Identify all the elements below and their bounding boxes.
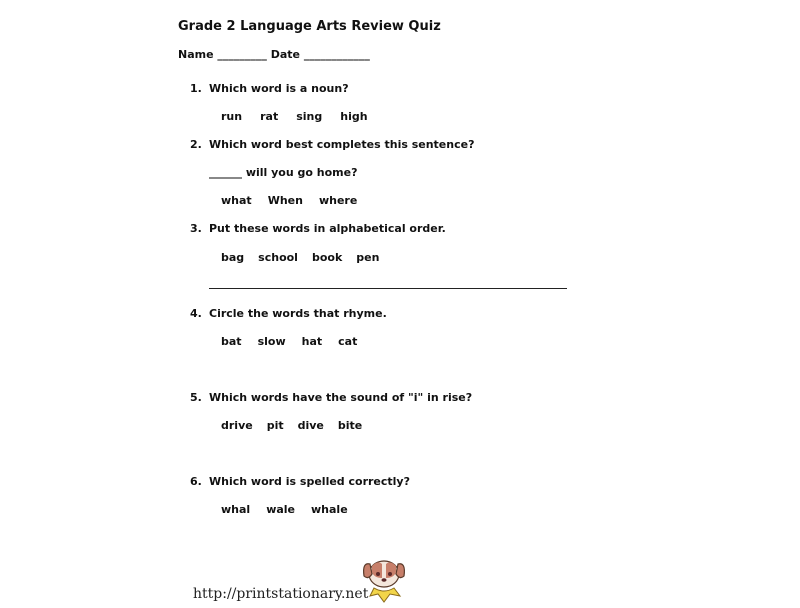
option: dive [297,419,324,432]
option: run [221,110,243,123]
option: school [258,251,298,264]
fill-in-sentence: ______ will you go home? [209,166,358,179]
option: pit [266,419,284,432]
option: bite [337,419,363,432]
option: high [340,110,368,123]
question-text: Which word is a noun? [209,82,349,95]
question-text: Put these words in alphabetical order. [209,222,446,235]
question-text: Circle the words that rhyme. [209,307,387,320]
option: wale [266,503,296,516]
option: where [318,194,358,207]
answer-options [221,419,362,432]
option: whale [311,503,348,516]
footer-url: http://printstationary.net [193,586,369,602]
answer-options [221,110,368,123]
answer-options [221,335,357,348]
option: book [311,251,343,264]
question-number: 4. [190,307,202,320]
option: drive [221,419,253,432]
option: hat [301,335,323,348]
answer-line [209,288,567,289]
option: bat [221,335,242,348]
question-number: 5. [190,391,202,404]
question-text: Which word best completes this sentence? [209,138,475,151]
name-date-line: Name _________ Date ____________ [178,48,370,61]
question-text: Which word is spelled correctly? [209,475,410,488]
answer-options [221,251,379,264]
option: rat [260,110,279,123]
option: pen [356,251,380,264]
option: When [267,194,303,207]
question-number: 6. [190,475,202,488]
option: slow [257,335,286,348]
question-number: 2. [190,138,202,151]
question-text: Which words have the sound of "i" in rise? [209,391,473,404]
option: cat [338,335,358,348]
question-number: 1. [190,82,202,95]
option: bag [221,251,245,264]
option: what [221,194,252,207]
puppy-illustration-icon [360,556,414,608]
answer-options [221,503,348,516]
option: sing [296,110,323,123]
page-title: Grade 2 Language Arts Review Quiz [178,19,441,34]
option: whal [221,503,251,516]
question-number: 3. [190,222,202,235]
answer-options [221,194,357,207]
